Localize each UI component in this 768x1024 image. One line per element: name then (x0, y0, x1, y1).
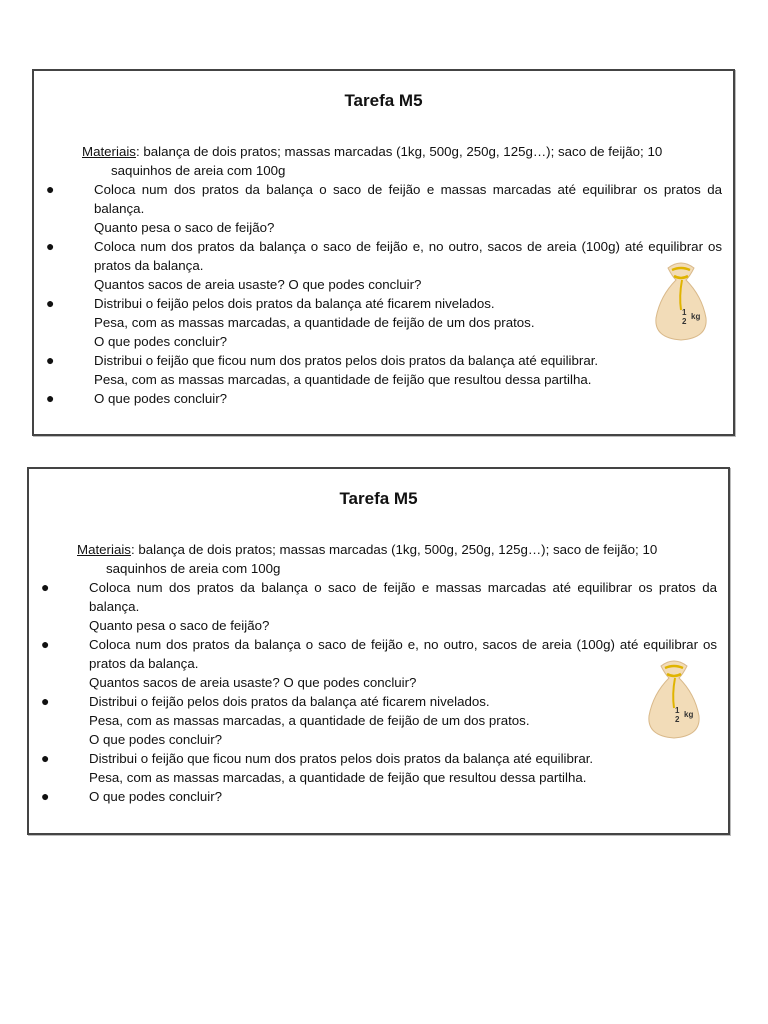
bean-bag-icon (639, 654, 709, 744)
task-text: Distribui o feijão que ficou num dos pratos pelos dois pratos da balança até equilibrar. (94, 353, 599, 368)
task-item-4 (46, 351, 722, 389)
materials-line (77, 540, 717, 578)
task-question: O que podes concluir? (89, 789, 223, 804)
task-list (46, 180, 722, 408)
materials-continuation: saquinhos de areia com 100g (106, 561, 281, 576)
task-text: Pesa, com as massas marcadas, a quantidade de feijão de um dos pratos. (89, 713, 530, 728)
bullet-icon: ● (46, 390, 55, 406)
materials-continuation: saquinhos de areia com 100g (111, 163, 286, 178)
bullet-icon: ● (41, 693, 50, 709)
task-text: Distribui o feijão pelos dois pratos da balança até ficarem nivelados. (94, 296, 495, 311)
task-text: Distribui o feijão que ficou num dos pratos pelos dois pratos da balança até equilibrar. (89, 751, 594, 766)
task-text: Coloca num dos pratos da balança o saco de feijão e, no outro, sacos de areia (100g) até equilibrar os pratos da balança. (94, 239, 722, 273)
task-item-4 (41, 749, 717, 787)
bullet-icon: ● (41, 788, 50, 804)
task-text: Pesa, com as massas marcadas, a quantidade de feijão que resultou dessa partilha. (89, 770, 587, 785)
task-item-1 (41, 578, 717, 635)
task-question: Quanto pesa o saco de feijão? (94, 220, 275, 235)
materials-line (82, 142, 722, 180)
task-item-3 (46, 294, 722, 351)
task-text: Distribui o feijão pelos dois pratos da balança até ficarem nivelados. (89, 694, 490, 709)
materials-text: : balança de dois pratos; massas marcadas (1kg, 500g, 250g, 125g…); saco de feijão; 10 (130, 542, 658, 557)
bullet-icon: ● (41, 750, 50, 766)
bullet-icon: ● (46, 352, 55, 368)
task-list (41, 578, 717, 806)
task-question: O que podes concluir? (94, 334, 228, 349)
bean-bag-icon (646, 256, 716, 346)
task-question: O que podes concluir? (89, 732, 223, 747)
card-content (46, 142, 722, 408)
task-text: Coloca num dos pratos da balança o saco de feijão e massas marcadas até equilibrar os pratos da balança. (89, 580, 717, 614)
bean-bag-image: 1 2 kg (639, 654, 709, 744)
task-item-1 (46, 180, 722, 237)
task-question: Quanto pesa o saco de feijão? (89, 618, 270, 633)
task-card-2 (27, 467, 730, 835)
card-title: Tarefa M5 (339, 489, 418, 508)
materials-label: Materiais (77, 542, 131, 557)
task-item-5 (41, 787, 717, 806)
task-card-1 (32, 69, 735, 436)
bullet-icon: ● (41, 579, 50, 595)
task-item-2 (46, 237, 722, 294)
bullet-icon: ● (46, 181, 55, 197)
materials-text: : balança de dois pratos; massas marcadas (1kg, 500g, 250g, 125g…); saco de feijão; 10 (135, 144, 663, 159)
task-text: Coloca num dos pratos da balança o saco de feijão e, no outro, sacos de areia (100g) até equilibrar os pratos da balança. (89, 637, 717, 671)
task-question: Quantos sacos de areia usaste? O que podes concluir? (94, 277, 422, 292)
card-content (41, 540, 717, 806)
bullet-icon: ● (46, 238, 55, 254)
bullet-icon: ● (46, 295, 55, 311)
task-question: O que podes concluir? (94, 391, 228, 406)
task-text: Pesa, com as massas marcadas, a quantidade de feijão de um dos pratos. (94, 315, 535, 330)
task-question: Quantos sacos de areia usaste? O que podes concluir? (89, 675, 417, 690)
card-title: Tarefa M5 (344, 91, 423, 110)
materials-label: Materiais (82, 144, 136, 159)
task-item-2 (41, 635, 717, 692)
task-text: Pesa, com as massas marcadas, a quantidade de feijão que resultou dessa partilha. (94, 372, 592, 387)
task-text: Coloca num dos pratos da balança o saco de feijão e massas marcadas até equilibrar os pratos da balança. (94, 182, 722, 216)
task-item-5 (46, 389, 722, 408)
task-item-3 (41, 692, 717, 749)
bean-bag-image: 1 2 kg (646, 256, 716, 346)
bullet-icon: ● (41, 636, 50, 652)
